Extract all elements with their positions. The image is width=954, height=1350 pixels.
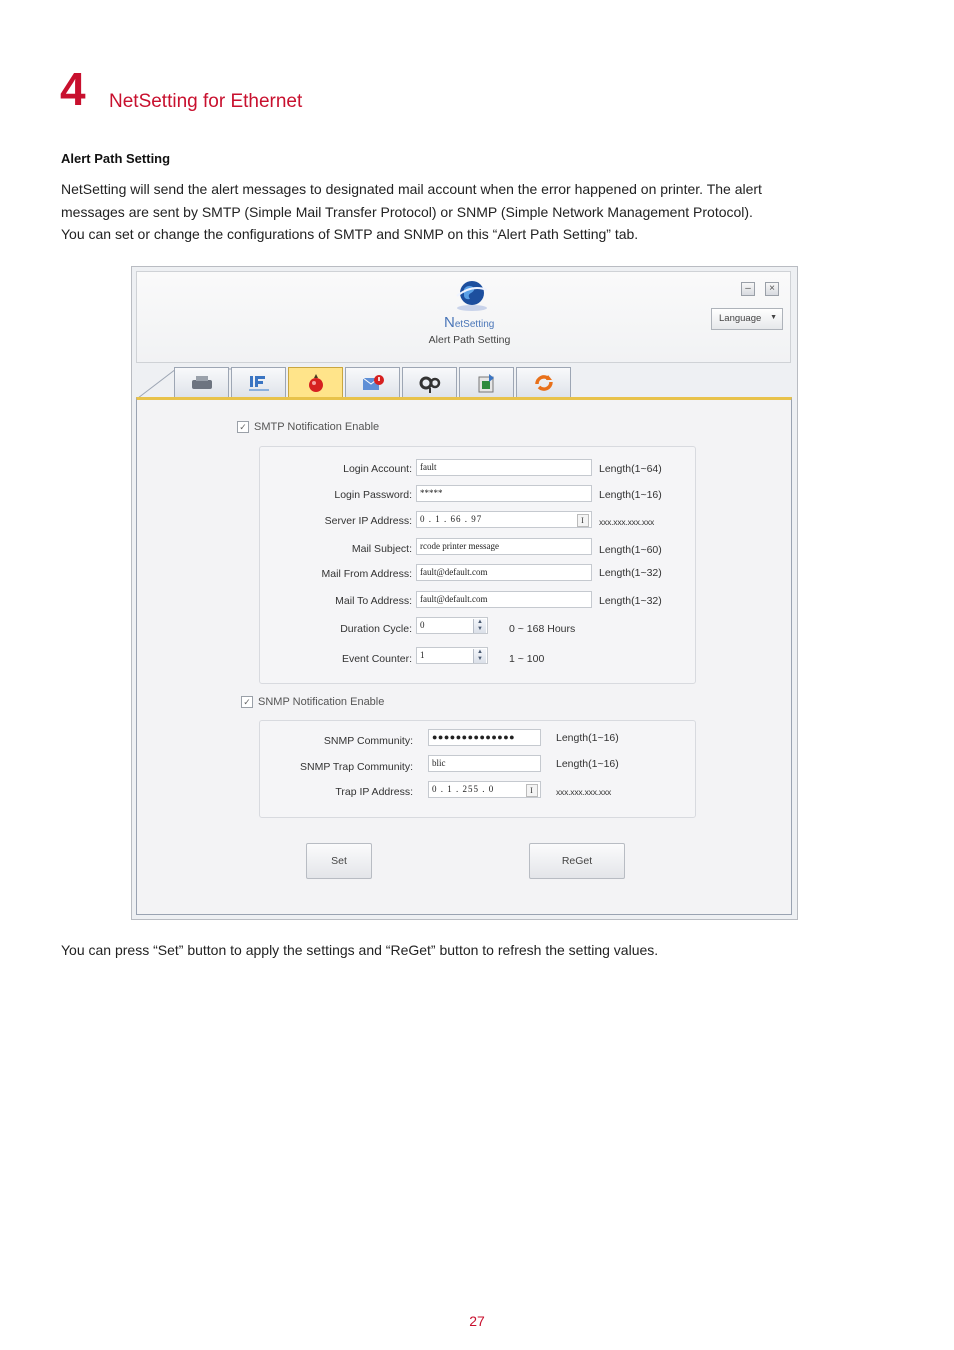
spinner-arrows-icon[interactable]: ▲ ▼ <box>473 649 486 664</box>
spinner-arrows-icon[interactable]: ▲ ▼ <box>473 619 486 634</box>
mail-from-input[interactable]: fault@default.com <box>416 564 592 581</box>
login-account-input[interactable]: fault <box>416 459 592 476</box>
intro-line-2: messages are sent by SMTP (Simple Mail Transfer Protocol) or SNMP (Simple Network Management Protocol). <box>61 203 753 220</box>
intro-paragraph <box>61 178 901 246</box>
printer-icon <box>189 374 215 392</box>
mail-to-input[interactable]: fault@default.com <box>416 591 592 608</box>
mail-subject-label: Mail Subject: <box>351 543 412 555</box>
tab-tools[interactable] <box>402 367 457 397</box>
login-password-label: Login Password: <box>334 489 412 501</box>
mail-from-hint: Length(1~32) <box>599 567 662 579</box>
page-number: 27 <box>469 1313 485 1329</box>
intro-line-1: NetSetting will send the alert messages to designated mail account when the error happened on printer. The alert <box>61 181 762 197</box>
alert-path-panel <box>136 397 792 915</box>
server-ip-label: Server IP Address: <box>324 515 412 527</box>
logo-text: NetSetting <box>444 314 495 331</box>
ip-cursor-icon: I <box>577 514 589 527</box>
snmp-enable-label: SNMP Notification Enable <box>258 696 385 708</box>
mail-subject-input[interactable]: rcode printer message <box>416 538 592 555</box>
mail-from-label: Mail From Address: <box>321 568 412 580</box>
event-counter-hint: 1 ~ 100 <box>509 653 545 665</box>
tools-icon <box>417 372 443 394</box>
tab-printer[interactable] <box>174 367 229 397</box>
language-select[interactable] <box>711 308 783 330</box>
globe-logo-icon <box>455 278 489 312</box>
trap-ip-label: Trap IP Address: <box>335 786 413 798</box>
snmp-trap-community-label: SNMP Trap Community: <box>299 761 413 773</box>
ip-settings-icon <box>246 373 272 393</box>
server-ip-value: 0 . 1 . 66 . 97 <box>420 514 483 524</box>
snmp-community-input[interactable]: ●●●●●●●●●●●●●● <box>428 729 541 746</box>
trap-ip-input[interactable] <box>428 781 541 798</box>
login-account-hint: Length(1~64) <box>599 463 662 475</box>
netsetting-window <box>131 266 798 920</box>
login-password-hint: Length(1~16) <box>599 489 662 501</box>
chevron-down-icon: ▼ <box>770 314 777 321</box>
close-button[interactable]: × <box>765 282 779 296</box>
server-ip-input[interactable] <box>416 511 592 528</box>
tab-firmware[interactable] <box>459 367 514 397</box>
mail-to-hint: Length(1~32) <box>599 595 662 607</box>
alert-path-icon <box>303 372 329 394</box>
mail-to-label: Mail To Address: <box>335 595 412 607</box>
server-ip-hint: xxx.xxx.xxx.xxx <box>599 517 655 527</box>
mail-subject-hint: Length(1~60) <box>599 544 662 556</box>
chapter-title: NetSetting for Ethernet <box>109 91 303 112</box>
language-select-label: Language <box>719 313 762 324</box>
set-button[interactable]: Set <box>306 843 372 879</box>
snmp-trap-community-input[interactable]: blic <box>428 755 541 772</box>
tab-mail-alert[interactable] <box>345 367 400 397</box>
mail-alert-icon <box>360 372 386 394</box>
section-heading: Alert Path Setting <box>61 151 171 166</box>
ip-cursor-icon: I <box>526 784 538 797</box>
event-counter-label: Event Counter: <box>341 653 412 665</box>
snmp-community-label: SNMP Community: <box>323 735 413 747</box>
snmp-community-hint: Length(1~16) <box>556 732 619 744</box>
refresh-icon <box>531 372 557 394</box>
duration-cycle-input[interactable] <box>416 617 488 634</box>
tab-ip-settings[interactable] <box>231 367 286 397</box>
duration-cycle-label: Duration Cycle: <box>340 623 412 635</box>
chapter-number: 4 <box>60 63 86 115</box>
intro-line-3: You can set or change the configurations of SMTP and SNMP on this “Alert Path Setting” tab. <box>61 226 639 242</box>
smtp-enable-checkbox[interactable] <box>237 421 379 433</box>
smtp-enable-label: SMTP Notification Enable <box>254 421 380 433</box>
minimize-button[interactable]: – <box>741 282 755 296</box>
firmware-icon <box>474 372 500 394</box>
snmp-group <box>259 720 696 818</box>
login-password-input[interactable]: ***** <box>416 485 592 502</box>
login-account-label: Login Account: <box>343 463 412 475</box>
smtp-group <box>259 446 696 684</box>
tab-bar <box>136 365 791 399</box>
snmp-enable-checkbox[interactable] <box>241 696 384 708</box>
header-subtitle: Alert Path Setting <box>428 334 511 346</box>
trap-ip-hint: xxx.xxx.xxx.xxx <box>556 787 612 797</box>
duration-cycle-hint: 0 ~ 168 Hours <box>509 623 576 635</box>
snmp-trap-community-hint: Length(1~16) <box>556 758 619 770</box>
trap-ip-value: 0 . 1 . 255 . 0 <box>432 784 495 794</box>
checkbox-mark: ✓ <box>237 421 249 433</box>
footer-paragraph: You can press “Set” button to apply the settings and “ReGet” button to refresh the setting values. <box>61 942 659 958</box>
duration-cycle-value: 0 <box>420 620 425 630</box>
event-counter-input[interactable] <box>416 647 488 664</box>
tab-alert-path[interactable] <box>288 367 343 397</box>
event-counter-value: 1 <box>420 650 425 660</box>
tab-refresh[interactable] <box>516 367 571 397</box>
window-header <box>136 271 791 363</box>
reget-button[interactable]: ReGet <box>529 843 625 879</box>
checkbox-mark: ✓ <box>241 696 253 708</box>
